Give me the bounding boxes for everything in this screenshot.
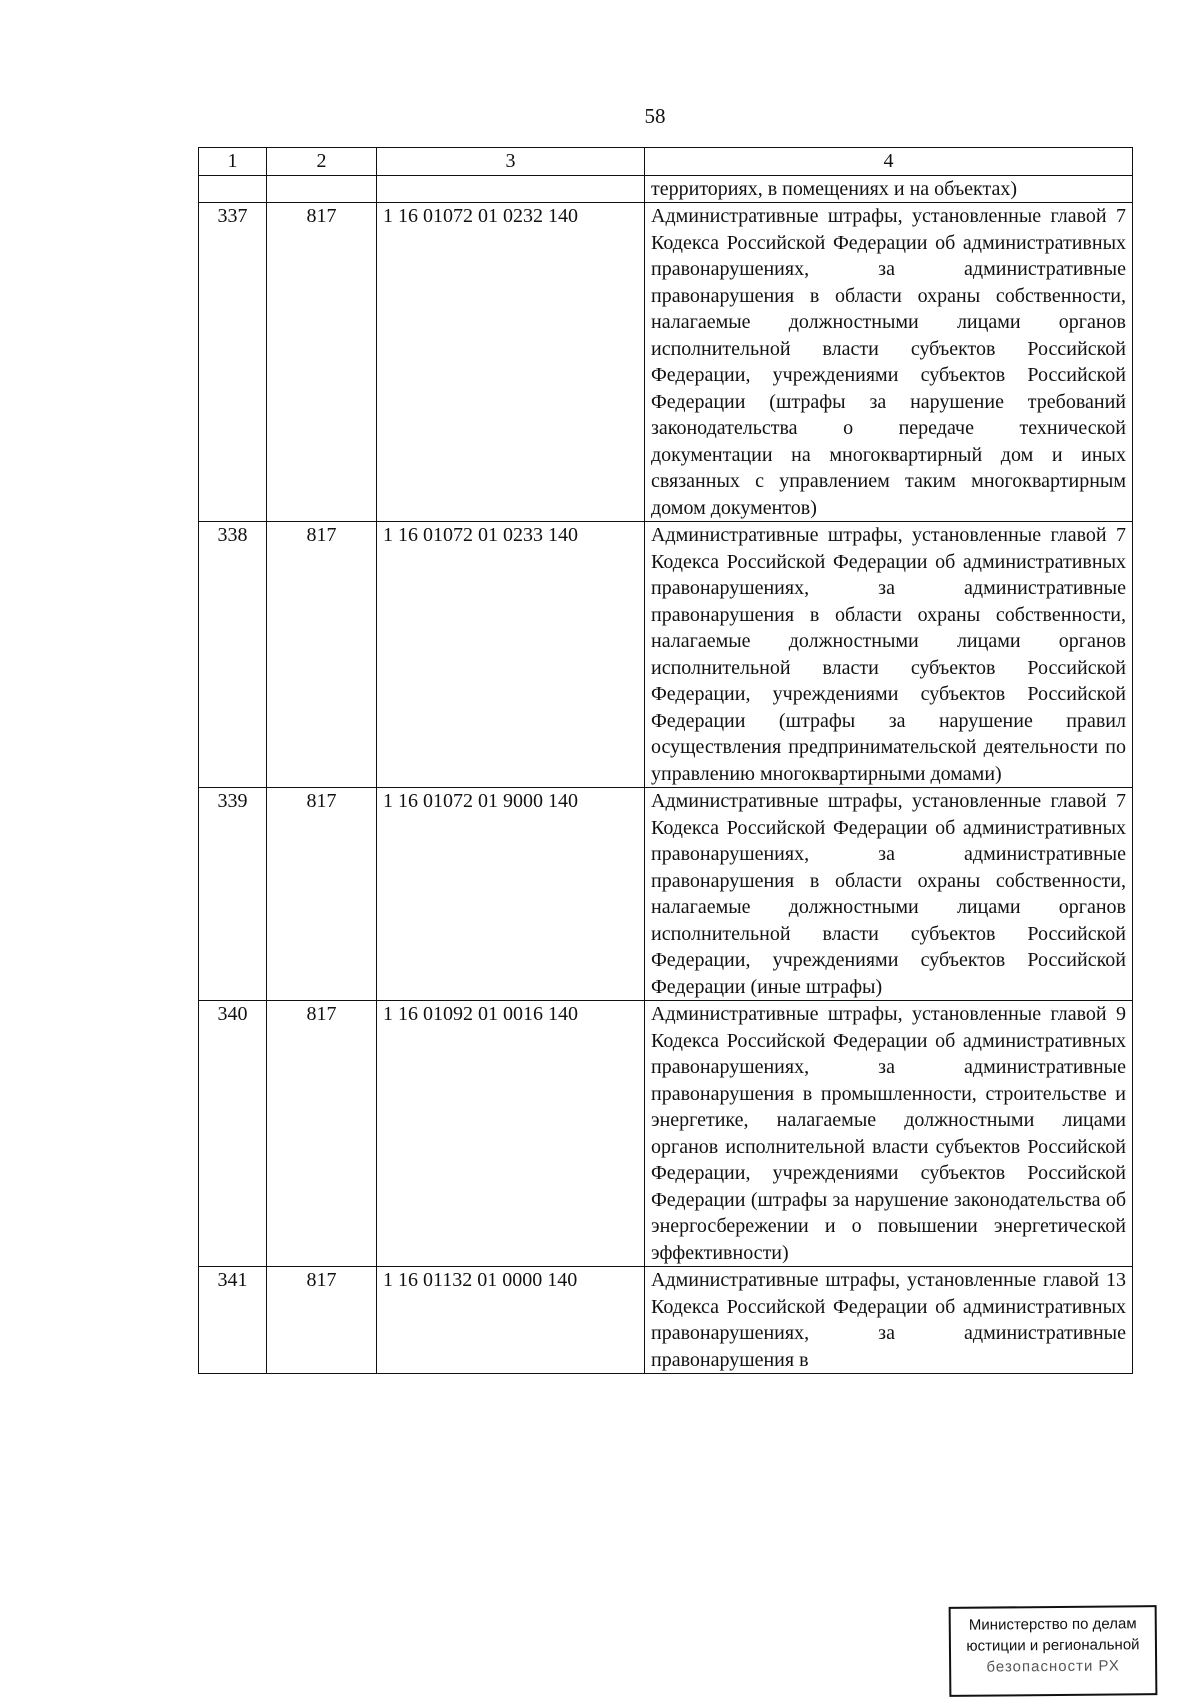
header-col-1: 1 bbox=[199, 148, 267, 176]
budget-code: 1 16 01072 01 0232 140 bbox=[377, 203, 645, 522]
admin-code: 817 bbox=[267, 1267, 377, 1374]
stamp-line-3: безопасности РХ bbox=[986, 1657, 1120, 1676]
admin-code: 817 bbox=[267, 203, 377, 522]
header-col-2: 2 bbox=[267, 148, 377, 176]
table-row bbox=[199, 522, 1133, 788]
income-description: Административные штрафы, установленные главой 9 Кодекса Российской Федерации об административных правонарушениях, за административные правонарушения в промышленности, строительстве и энергетике, налагаемые должностными лицами органов исполнительной власти субъектов Российской Федерации, учреждениями субъектов Российской Федерации (штрафы за нарушение законодательства об энергосбережении и о повышении энергетической эффективности) bbox=[645, 1001, 1133, 1267]
stamp-line-2: юстиции и региональной bbox=[966, 1636, 1140, 1655]
row-number: 340 bbox=[199, 1001, 267, 1267]
table-row bbox=[199, 203, 1133, 522]
table-row bbox=[199, 788, 1133, 1001]
admin-code: 817 bbox=[267, 788, 377, 1001]
table-row bbox=[199, 1001, 1133, 1267]
row-number: 338 bbox=[199, 522, 267, 788]
row-number: 341 bbox=[199, 1267, 267, 1374]
header-col-3: 3 bbox=[377, 148, 645, 176]
budget-codes-table bbox=[198, 147, 1133, 1374]
income-description: Административные штрафы, установленные главой 7 Кодекса Российской Федерации об административных правонарушениях, за административные правонарушения в области охраны собственности, налагаемые должностными лицами органов исполнительной власти субъектов Российской Федерации, учреждениями субъектов Российской Федерации (штрафы за нарушение требований законодательства о передаче технической документации на многоквартирный дом и иных связанных с управлением таким многоквартирным домом документов) bbox=[645, 203, 1133, 522]
ministry-stamp bbox=[949, 1605, 1158, 1697]
table-row bbox=[199, 1267, 1133, 1374]
stamp-line-1: Министерство по делам bbox=[968, 1615, 1137, 1634]
continuation-text: территориях, в помещениях и на объектах) bbox=[645, 175, 1133, 203]
budget-code: 1 16 01092 01 0016 140 bbox=[377, 1001, 645, 1267]
income-description: Административные штрафы, установленные главой 7 Кодекса Российской Федерации об административных правонарушениях, за административные правонарушения в области охраны собственности, налагаемые должностными лицами органов исполнительной власти субъектов Российской Федерации, учреждениями субъектов Российской Федерации (штрафы за нарушение правил осуществления предпринимательской деятельности по управлению многоквартирными домами) bbox=[645, 522, 1133, 788]
admin-code: 817 bbox=[267, 1001, 377, 1267]
row-number: 337 bbox=[199, 203, 267, 522]
page-number: 58 bbox=[644, 104, 666, 128]
row-number: 339 bbox=[199, 788, 267, 1001]
budget-code: 1 16 01072 01 9000 140 bbox=[377, 788, 645, 1001]
income-description: Административные штрафы, установленные главой 13 Кодекса Российской Федерации об административных правонарушениях, за административные правонарушения в bbox=[645, 1267, 1133, 1374]
budget-code: 1 16 01132 01 0000 140 bbox=[377, 1267, 645, 1374]
continuation-row bbox=[199, 175, 1133, 203]
header-col-4: 4 bbox=[645, 148, 1133, 176]
budget-code: 1 16 01072 01 0233 140 bbox=[377, 522, 645, 788]
admin-code: 817 bbox=[267, 522, 377, 788]
table-header-row bbox=[199, 148, 1133, 176]
income-description: Административные штрафы, установленные главой 7 Кодекса Российской Федерации об административных правонарушениях, за административные правонарушения в области охраны собственности, налагаемые должностными лицами органов исполнительной власти субъектов Российской Федерации, учреждениями субъектов Российской Федерации (иные штрафы) bbox=[645, 788, 1133, 1001]
